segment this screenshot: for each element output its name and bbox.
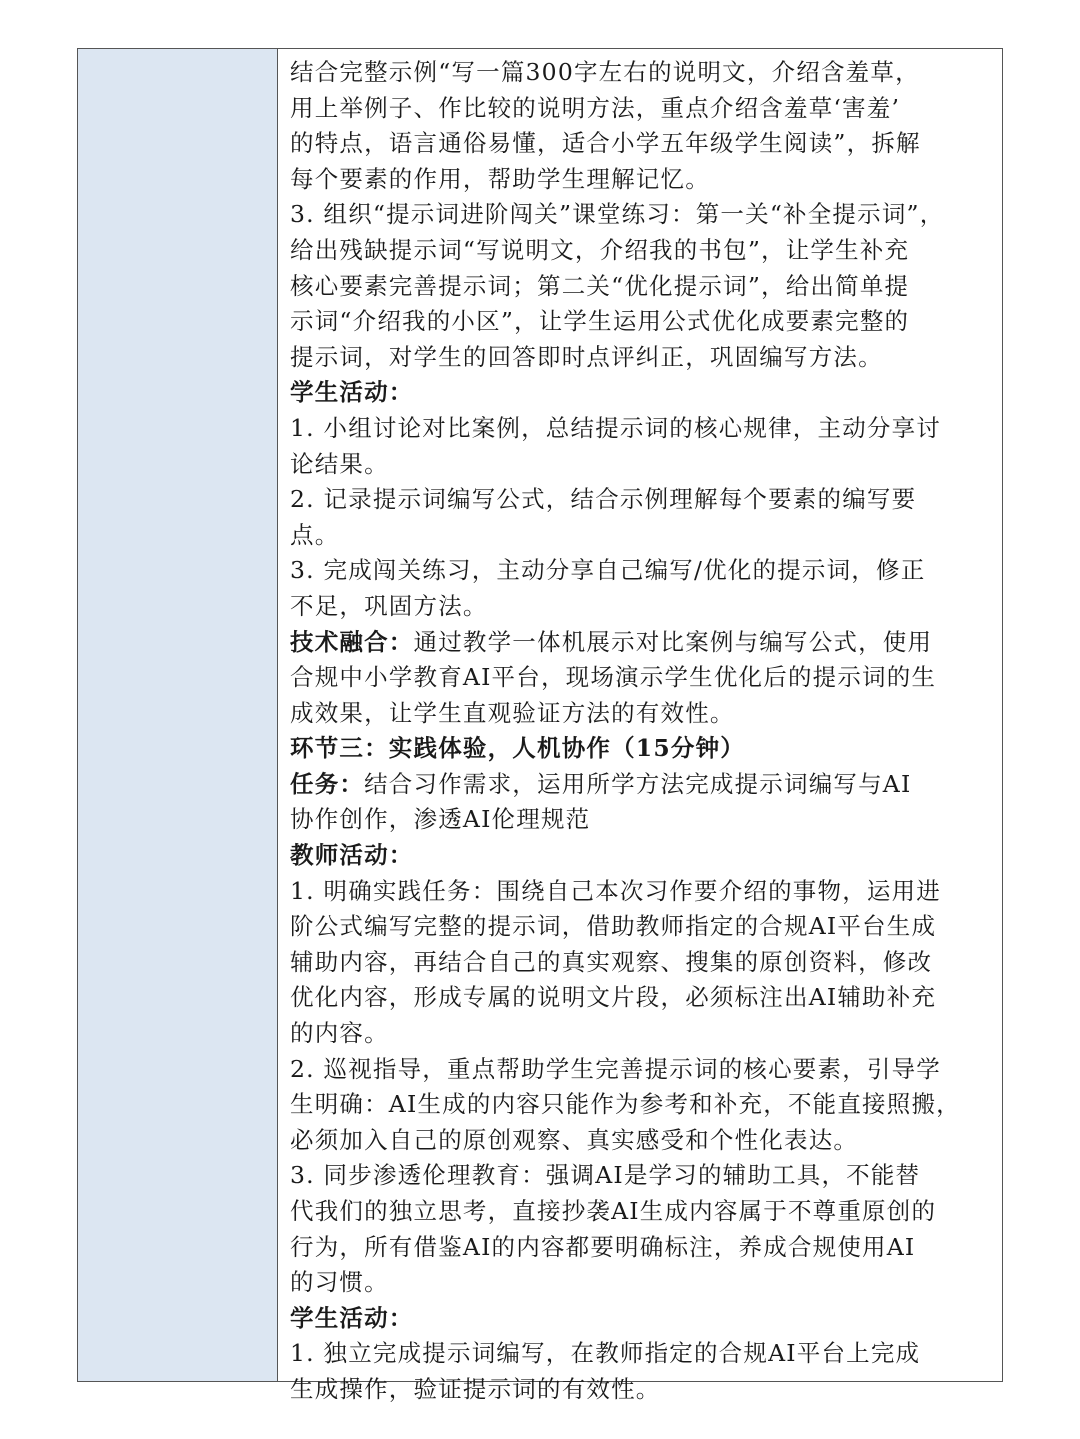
paragraph-line: 的特点，语言通俗易懂，适合小学五年级学生阅读”，拆解 — [290, 129, 921, 158]
paragraph-line: 3. 完成闯关练习，主动分享自己编写/优化的提示词，修正 — [290, 556, 926, 585]
lesson-plan-table — [77, 48, 1003, 1403]
paragraph-line: 行为，所有借鉴AI的内容都要明确标注，养成合规使用AI — [290, 1232, 916, 1261]
teacher-activity-heading: 教师活动： — [290, 841, 414, 870]
paragraph-line: 论结果。 — [290, 449, 389, 478]
paragraph-line: 给出残缺提示词“写说明文，介绍我的书包”，让学生补充 — [290, 235, 910, 264]
paragraph-line: 的习惯。 — [290, 1268, 389, 1297]
task-line — [290, 767, 990, 803]
paragraph-line: 1. 独立完成提示词编写，在教师指定的合规AI平台上完成 — [290, 1339, 921, 1368]
tech-integration-label: 技术融合： — [290, 627, 414, 656]
paragraph-line: 合规中小学教育AI平台，现场演示学生优化后的提示词的生 — [290, 663, 937, 692]
paragraph-line: 核心要素完善提示词；第二关“优化提示词”，给出简单提 — [290, 271, 910, 300]
section-heading: 环节三：实践体验，人机协作（15分钟） — [290, 734, 746, 763]
paragraph-line: 优化内容，形成专属的说明文片段，必须标注出AI辅助补充 — [290, 983, 937, 1012]
paragraph-line: 3. 组织“提示词进阶闯关”课堂练习：第一关“补全提示词”， — [290, 200, 945, 229]
paragraph-line: 的内容。 — [290, 1019, 389, 1048]
paragraph-line: 3. 同步渗透伦理教育：强调AI是学习的辅助工具，不能替 — [290, 1161, 921, 1190]
paragraph-line: 提示词，对学生的回答即时点评纠正，巩固编写方法。 — [290, 342, 883, 371]
paragraph-line: 生成操作，验证提示词的有效性。 — [290, 1374, 661, 1403]
paragraph-line: 协作创作，渗透AI伦理规范 — [290, 805, 591, 834]
table-content-cell — [278, 49, 1002, 1403]
paragraph-line: 点。 — [290, 520, 340, 549]
paragraph-line: 阶公式编写完整的提示词，借助教师指定的合规AI平台生成 — [290, 912, 937, 941]
paragraph-line: 辅助内容，再结合自己的真实观察、搜集的原创资料，修改 — [290, 947, 933, 976]
task-text: 结合习作需求，运用所学方法完成提示词编写与AI — [364, 769, 912, 798]
tech-integration-text: 通过教学一体机展示对比案例与编写公式，使用 — [413, 627, 933, 656]
paragraph-line: 不足，巩固方法。 — [290, 591, 488, 620]
paragraph-line: 1. 明确实践任务：围绕自己本次习作要介绍的事物，运用进 — [290, 876, 941, 905]
table-label-cell — [78, 49, 278, 1381]
paragraph-line: 2. 记录提示词编写公式，结合示例理解每个要素的编写要 — [290, 485, 917, 514]
paragraph-line: 必须加入自己的原创观察、真实感受和个性化表达。 — [290, 1125, 859, 1154]
task-label: 任务： — [290, 769, 365, 798]
tech-integration-line — [290, 625, 990, 661]
paragraph-line: 用上举例子、作比较的说明方法，重点介绍含羞草‘害羞’ — [290, 93, 901, 122]
student-activity-heading: 学生活动： — [290, 378, 414, 407]
paragraph-line: 2. 巡视指导，重点帮助学生完善提示词的核心要素，引导学 — [290, 1054, 941, 1083]
paragraph-line: 每个要素的作用，帮助学生理解记忆。 — [290, 164, 710, 193]
paragraph-line: 示词“介绍我的小区”，让学生运用公式优化成要素完整的 — [290, 307, 910, 336]
paragraph-line: 结合完整示例“写一篇300字左右的说明文，介绍含羞草， — [290, 58, 920, 86]
student-activity-heading: 学生活动： — [290, 1303, 414, 1332]
paragraph-line: 生明确：AI生成的内容只能作为参考和补充，不能直接照搬， — [290, 1090, 961, 1119]
paragraph-line: 1. 小组讨论对比案例，总结提示词的核心规律，主动分享讨 — [290, 413, 941, 442]
paragraph-line: 成效果，让学生直观验证方法的有效性。 — [290, 698, 735, 727]
paragraph-line: 代我们的独立思考，直接抄袭AI生成内容属于不尊重原创的 — [290, 1197, 937, 1225]
